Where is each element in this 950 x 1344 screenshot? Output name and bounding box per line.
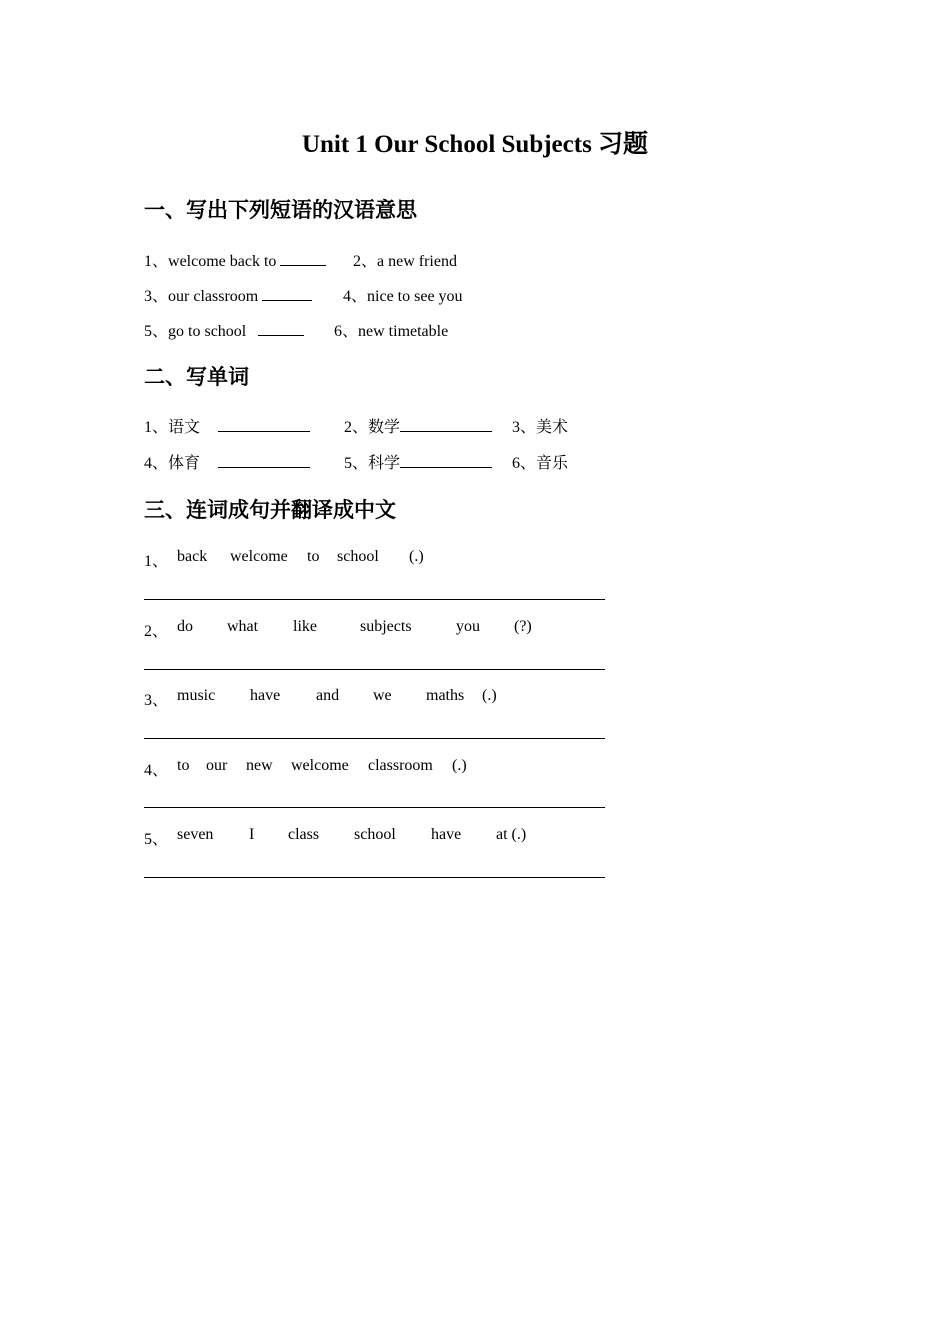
s2-item-3 xyxy=(512,414,568,437)
s3-item-4-num: 4、 xyxy=(144,762,169,779)
s1-item-1-blank[interactable] xyxy=(280,251,326,266)
s3-item-1-word-5: (.) xyxy=(409,548,424,565)
s2-item-4-blank[interactable] xyxy=(218,453,310,468)
section-3-heading: 三、连词成句并翻译成中文 xyxy=(144,498,396,522)
s3-item-1 xyxy=(144,548,624,568)
s3-item-4 xyxy=(144,757,624,777)
s3-item-4-word-6: (.) xyxy=(452,757,467,774)
s1-item-4-text: nice to see you xyxy=(367,288,463,305)
s2-item-1-num: 1、 xyxy=(144,419,169,436)
s2-item-2-blank[interactable] xyxy=(400,417,492,432)
s3-item-4-word-4: welcome xyxy=(291,757,349,774)
s3-item-1-word-1: back xyxy=(177,548,208,565)
s1-item-2-text: a new friend xyxy=(377,253,457,270)
s1-item-5 xyxy=(144,318,304,341)
s1-item-2-num: 2、 xyxy=(353,253,378,270)
s3-item-4-word-2: our xyxy=(206,757,228,774)
s3-item-5-word-4: school xyxy=(354,826,396,843)
s3-item-5-word-1: seven xyxy=(177,826,214,843)
s2-item-4-num: 4、 xyxy=(144,455,169,472)
section-1-heading: 一、写出下列短语的汉语意思 xyxy=(144,198,417,222)
s1-item-5-blank[interactable] xyxy=(258,321,304,336)
s1-item-4 xyxy=(343,283,463,306)
s1-item-1 xyxy=(144,248,326,271)
s2-item-4-text: 体育 xyxy=(168,455,201,472)
s3-item-3-word-5: maths xyxy=(426,687,465,704)
s1-item-3-text: our classroom xyxy=(168,288,263,305)
s3-item-3-answer-line[interactable] xyxy=(144,738,605,739)
s3-item-2-word-3: like xyxy=(293,618,317,635)
s3-item-3-word-1: music xyxy=(177,687,216,704)
s3-item-4-word-3: new xyxy=(246,757,273,774)
s3-item-2-word-5: you xyxy=(456,618,480,635)
s2-item-5-text: 科学 xyxy=(368,455,401,472)
s3-item-3-word-6: (.) xyxy=(482,687,497,704)
s3-item-1-num: 1、 xyxy=(144,553,169,570)
s3-item-5-word-6: at (.) xyxy=(496,826,527,843)
s2-item-6-num: 6、 xyxy=(512,455,537,472)
s1-item-2 xyxy=(353,248,457,271)
s2-item-2 xyxy=(344,414,492,437)
s3-item-3 xyxy=(144,687,624,707)
s3-item-2-answer-line[interactable] xyxy=(144,669,605,670)
s1-item-3 xyxy=(144,283,312,306)
section-2-heading: 二、写单词 xyxy=(144,365,249,389)
s3-item-1-word-4: school xyxy=(337,548,379,565)
s1-item-5-num: 5、 xyxy=(144,323,169,340)
s3-item-3-word-3: and xyxy=(316,687,340,704)
s1-item-6-num: 6、 xyxy=(334,323,359,340)
s2-item-6 xyxy=(512,450,568,473)
s2-item-4 xyxy=(144,450,310,473)
s3-item-3-word-4: we xyxy=(373,687,392,704)
s3-item-4-word-1: to xyxy=(177,757,190,774)
s2-item-3-text: 美术 xyxy=(536,419,569,436)
s3-item-1-word-3: to xyxy=(307,548,320,565)
s3-item-1-answer-line[interactable] xyxy=(144,599,605,600)
s3-item-5-word-2: I xyxy=(249,826,255,843)
s3-item-5 xyxy=(144,826,624,846)
s2-item-1 xyxy=(144,414,310,437)
s2-item-5-num: 5、 xyxy=(344,455,369,472)
s1-item-6-text: new timetable xyxy=(358,323,449,340)
s3-item-5-answer-line[interactable] xyxy=(144,877,605,878)
s1-item-4-num: 4、 xyxy=(343,288,368,305)
s2-item-2-text: 数学 xyxy=(368,419,401,436)
s2-item-1-blank[interactable] xyxy=(218,417,310,432)
s1-item-1-num: 1、 xyxy=(144,253,169,270)
s2-item-5-blank[interactable] xyxy=(400,453,492,468)
s3-item-4-word-5: classroom xyxy=(368,757,433,774)
s1-item-3-num: 3、 xyxy=(144,288,169,305)
s3-item-2-num: 2、 xyxy=(144,623,169,640)
s3-item-5-num: 5、 xyxy=(144,831,169,848)
s3-item-4-answer-line[interactable] xyxy=(144,807,605,808)
s1-item-5-text: go to school xyxy=(168,323,251,340)
s1-item-3-blank[interactable] xyxy=(262,286,312,301)
s3-item-2-word-4: subjects xyxy=(360,618,412,635)
s3-item-5-word-3: class xyxy=(288,826,320,843)
page-title: Unit 1 Our School Subjects 习题 xyxy=(301,131,649,158)
s2-item-3-num: 3、 xyxy=(512,419,537,436)
s2-item-2-num: 2、 xyxy=(344,419,369,436)
s3-item-2-word-1: do xyxy=(177,618,193,635)
s2-item-6-text: 音乐 xyxy=(536,455,569,472)
s1-item-6 xyxy=(334,318,448,341)
s2-item-1-text: 语文 xyxy=(168,419,201,436)
s2-item-5 xyxy=(344,450,492,473)
s3-item-5-word-5: have xyxy=(431,826,462,843)
s3-item-3-num: 3、 xyxy=(144,692,169,709)
s3-item-2 xyxy=(144,618,624,638)
s3-item-1-word-2: welcome xyxy=(230,548,288,565)
s3-item-2-word-6: (?) xyxy=(514,618,532,635)
s3-item-3-word-2: have xyxy=(250,687,281,704)
s3-item-2-word-2: what xyxy=(227,618,259,635)
s1-item-1-text: welcome back to xyxy=(168,253,281,270)
